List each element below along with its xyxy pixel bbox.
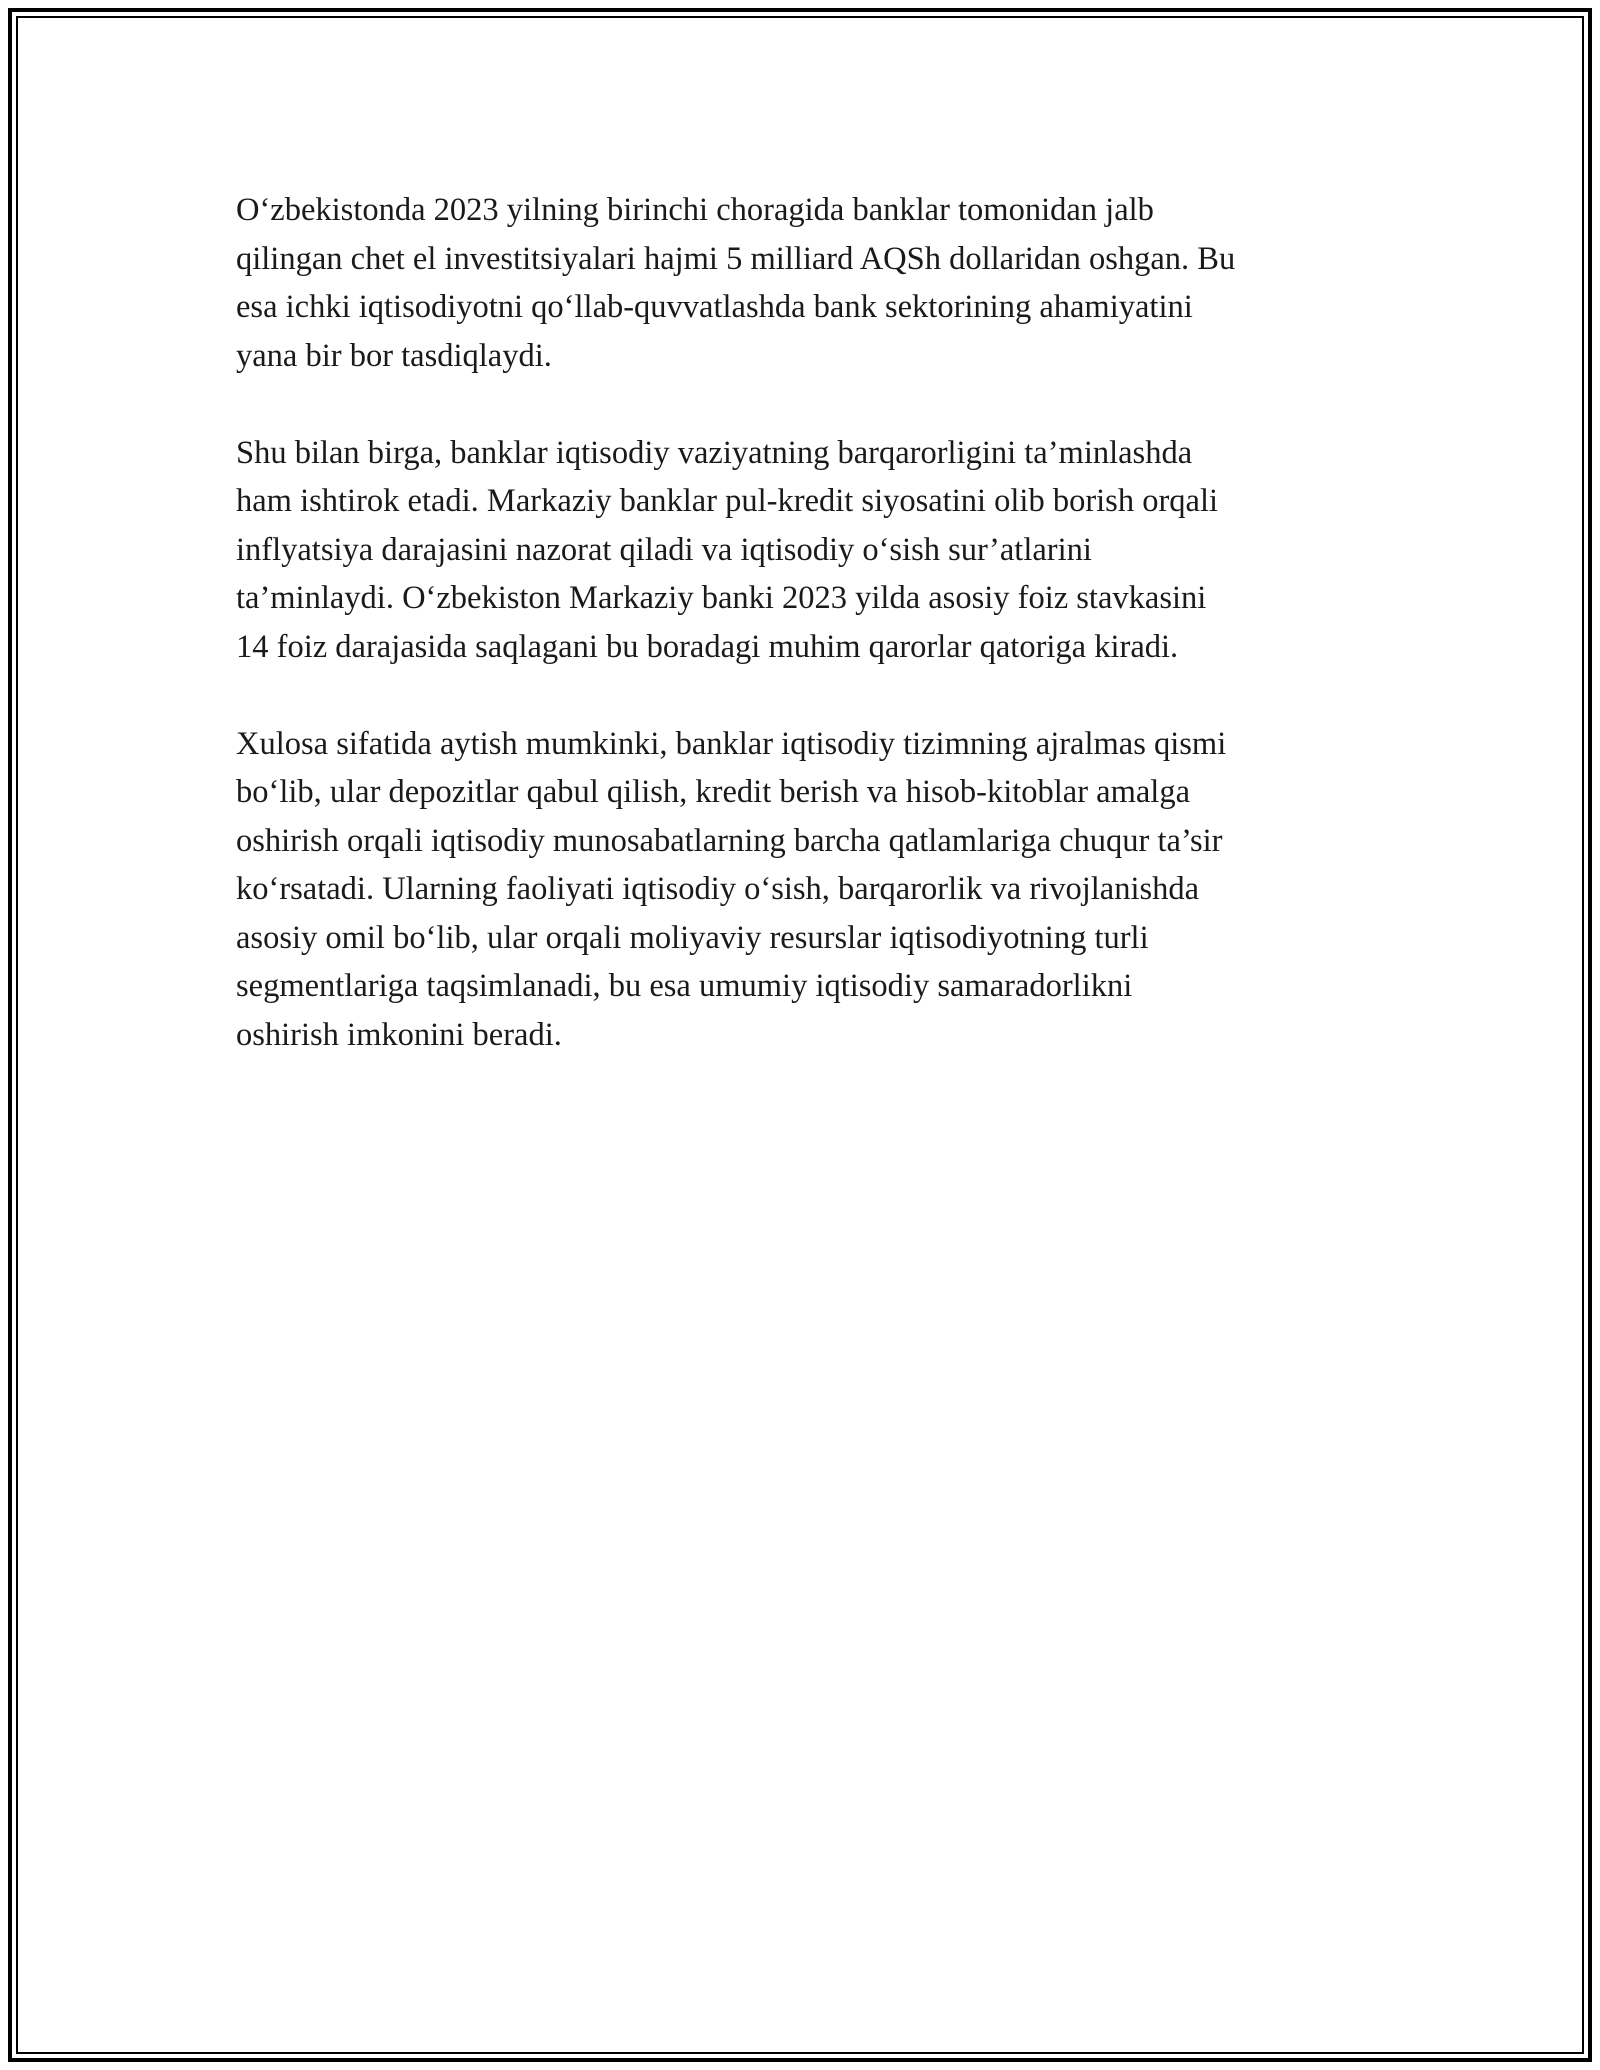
paragraph-line: ham ishtirok etadi. Markaziy banklar pul-kredit siyosatini olib borish orqali	[236, 483, 1219, 519]
paragraph-line: oshirish orqali iqtisodiy munosabatlarning barcha qatlamlariga chuqur ta’sir	[236, 822, 1223, 859]
paragraph-line: bo‘lib, ular depozitlar qabul qilish, kredit berish va hisob-kitoblar amalga	[236, 774, 1190, 810]
paragraph-line: 14 foiz darajasida saqlagani bu boradagi muhim qarorlar qatoriga kiradi.	[236, 628, 1179, 665]
paragraph-line: qilingan chet el investitsiyalari hajmi 5 milliard AQSh dollaridan oshgan. Bu	[236, 240, 1236, 277]
paragraph-line: oshirish imkonini beradi.	[236, 1016, 562, 1053]
document-body	[236, 186, 1396, 1108]
paragraph-line: inflyatsiya darajasini nazorat qiladi va iqtisodiy o‘sish sur’atlarini	[236, 531, 1092, 568]
paragraph-line: ko‘rsatadi. Ularning faoliyati iqtisodiy o‘sish, barqarorlik va rivojlanishda	[236, 871, 1200, 907]
paragraph-line: yana bir bor tasdiqlaydi.	[236, 337, 552, 374]
paragraph-line: O‘zbekistonda 2023 yilning birinchi choragida banklar tomonidan jalb	[236, 192, 1154, 228]
paragraph-3	[236, 720, 1396, 1060]
paragraph-line: esa ichki iqtisodiyotni qo‘llab-quvvatlashda bank sektorining ahamiyatini	[236, 289, 1193, 325]
paragraph-line: Xulosa sifatida aytish mumkinki, banklar iqtisodiy tizimning ajralmas qismi	[236, 725, 1227, 762]
paragraph-line: Shu bilan birga, banklar iqtisodiy vaziyatning barqarorligini ta’minlashda	[236, 434, 1193, 471]
paragraph-2	[236, 429, 1396, 672]
paragraph-line: asosiy omil bo‘lib, ular orqali moliyaviy resurslar iqtisodiyotning turli	[236, 919, 1149, 956]
paragraph-line: ta’minlaydi. O‘zbekiston Markaziy banki 2023 yilda asosiy foiz stavkasini	[236, 580, 1207, 616]
paragraph-1	[236, 186, 1396, 380]
paragraph-line: segmentlariga taqsimlanadi, bu esa umumiy iqtisodiy samaradorlikni	[236, 968, 1133, 1004]
